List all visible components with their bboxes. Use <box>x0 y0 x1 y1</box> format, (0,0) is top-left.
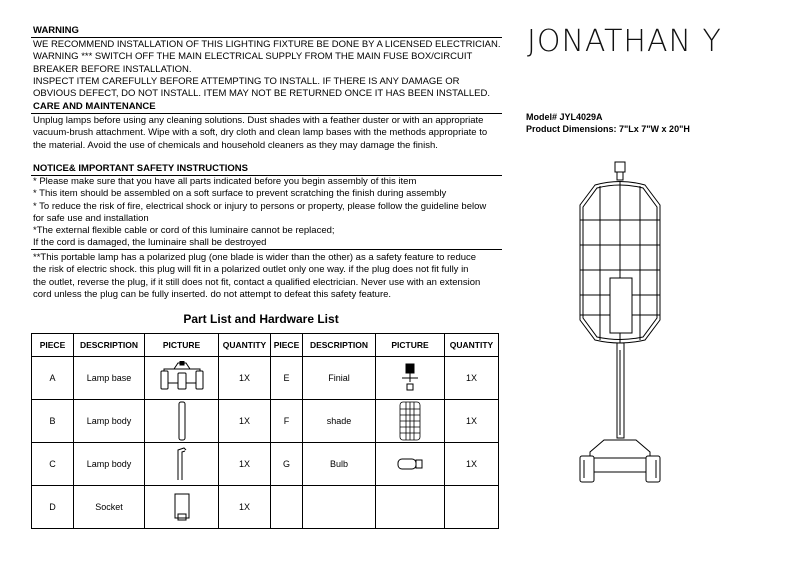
text-line: OBVIOUS DEFECT, DO NOT INSTALL. ITEM MAY NOT BE RETURNED ONCE IT HAS BEEN INSTALLED. <box>33 88 490 100</box>
piece-cell: E <box>271 357 303 400</box>
bent-rod-icon <box>174 446 190 482</box>
description-cell: Bulb <box>303 443 376 486</box>
column-header: QUANTITY <box>445 334 499 357</box>
column-header: PIECE <box>271 334 303 357</box>
description-cell: Finial <box>303 357 376 400</box>
description-cell: shade <box>303 400 376 443</box>
column-header: PIECE <box>32 334 74 357</box>
notice-title: NOTICE& IMPORTANT SAFETY INSTRUCTIONS <box>33 163 248 174</box>
text-line: for safe use and installation <box>33 212 149 224</box>
picture-cell <box>376 400 445 443</box>
model-number: Model# JYL4029A <box>526 112 603 122</box>
quantity-cell <box>445 486 499 529</box>
socket-icon <box>172 492 192 522</box>
text-line: the risk of electric shock. this plug will fit in a polarized outlet only one way. if the plug does not fit fully in <box>33 264 469 276</box>
text-line: cord unless the plug can be fully inserted. do not attempt to defeat this safety feature. <box>33 288 392 300</box>
parts-list-title: Part List and Hardware List <box>183 312 339 326</box>
table-row <box>32 400 499 443</box>
divider <box>31 37 502 38</box>
piece-cell: G <box>271 443 303 486</box>
divider <box>31 249 502 250</box>
care-text <box>33 115 503 152</box>
picture-cell <box>145 400 219 443</box>
plug-text <box>33 252 503 301</box>
rod-icon <box>177 401 187 441</box>
piece-cell: C <box>32 443 74 486</box>
quantity-cell: 1X <box>219 486 271 529</box>
text-line: INSPECT ITEM CAREFULLY BEFORE ATTEMPTING TO INSTALL. IF THERE IS ANY DAMAGE OR <box>33 75 460 87</box>
warning-title: WARNING <box>33 25 79 36</box>
piece-cell: D <box>32 486 74 529</box>
text-line: BREAKER BEFORE INSTALLATION. <box>33 63 192 75</box>
text-line: * This item should be assembled on a soft surface to prevent scratching the finish during assembly <box>33 188 447 200</box>
shade-icon <box>398 401 422 441</box>
description-cell: Lamp body <box>74 400 145 443</box>
table-header-row <box>32 334 499 357</box>
picture-cell <box>376 357 445 400</box>
text-line: the material. Avoid the use of chemicals and household cleaners as they may damage the finish. <box>33 139 438 151</box>
product-info <box>526 111 690 135</box>
description-cell: Lamp body <box>74 443 145 486</box>
quantity-cell: 1X <box>445 443 499 486</box>
piece-cell: B <box>32 400 74 443</box>
text-line: * To reduce the risk of fire, electrical shock or injury to persons or property, please follow the guideline below <box>33 200 487 212</box>
piece-cell <box>271 486 303 529</box>
quantity-cell: 1X <box>445 357 499 400</box>
brand-logo: JONATHAN Y <box>527 24 722 59</box>
column-header: QUANTITY <box>219 334 271 357</box>
picture-cell <box>145 357 219 400</box>
text-line: vacuum-brush attachment. Wipe with a soft, dry cloth and clean lamp bases with the methods appropriate to <box>33 127 488 139</box>
divider <box>31 113 502 114</box>
lamp-base-icon <box>160 361 204 395</box>
text-line: the outlet, reverse the plug, if it still does not fit, contact a qualified electrician. Never use with an extension <box>33 276 481 288</box>
column-header: DESCRIPTION <box>74 334 145 357</box>
column-header: PICTURE <box>376 334 445 357</box>
description-cell <box>303 486 376 529</box>
picture-cell <box>145 443 219 486</box>
text-line: **This portable lamp has a polarized plug (one blade is wider than the other) as a safety feature to reduce <box>33 252 477 263</box>
table-row <box>32 486 499 529</box>
table-row <box>32 443 499 486</box>
text-line: WE RECOMMEND INSTALLATION OF THIS LIGHTING FIXTURE BE DONE BY A LICENSED ELECTRICIAN. <box>33 39 501 50</box>
column-header: DESCRIPTION <box>303 334 376 357</box>
quantity-cell: 1X <box>445 400 499 443</box>
column-header: PICTURE <box>145 334 219 357</box>
notice-text <box>33 176 503 250</box>
piece-cell: F <box>271 400 303 443</box>
picture-cell <box>376 486 445 529</box>
quantity-cell: 1X <box>219 443 271 486</box>
quantity-cell: 1X <box>219 357 271 400</box>
finial-icon <box>400 362 420 394</box>
text-line: * Please make sure that you have all parts indicated before you begin assembly of this item <box>33 176 417 187</box>
text-line: *The external flexible cable or cord of this luminaire cannot be replaced; <box>33 225 335 237</box>
description-cell: Socket <box>74 486 145 529</box>
bulb-icon <box>397 456 423 472</box>
picture-cell <box>145 486 219 529</box>
parts-table <box>31 333 499 529</box>
description-cell: Lamp base <box>74 357 145 400</box>
lamp-illustration <box>560 160 680 495</box>
piece-cell: A <box>32 357 74 400</box>
text-line: Unplug lamps before using any cleaning solutions. Dust shades with a feather duster or with an appropriate <box>33 115 484 126</box>
text-line: If the cord is damaged, the luminaire shall be destroyed <box>33 237 267 249</box>
warning-text <box>33 39 513 100</box>
care-title: CARE AND MAINTENANCE <box>33 101 156 112</box>
product-dimensions: Product Dimensions: 7"Lx 7"W x 20"H <box>526 124 690 134</box>
text-line: WARNING *** SWITCH OFF THE MAIN ELECTRICAL SUPPLY FROM THE MAIN FUSE BOX/CIRCUIT <box>33 51 473 63</box>
picture-cell <box>376 443 445 486</box>
quantity-cell: 1X <box>219 400 271 443</box>
table-row <box>32 357 499 400</box>
